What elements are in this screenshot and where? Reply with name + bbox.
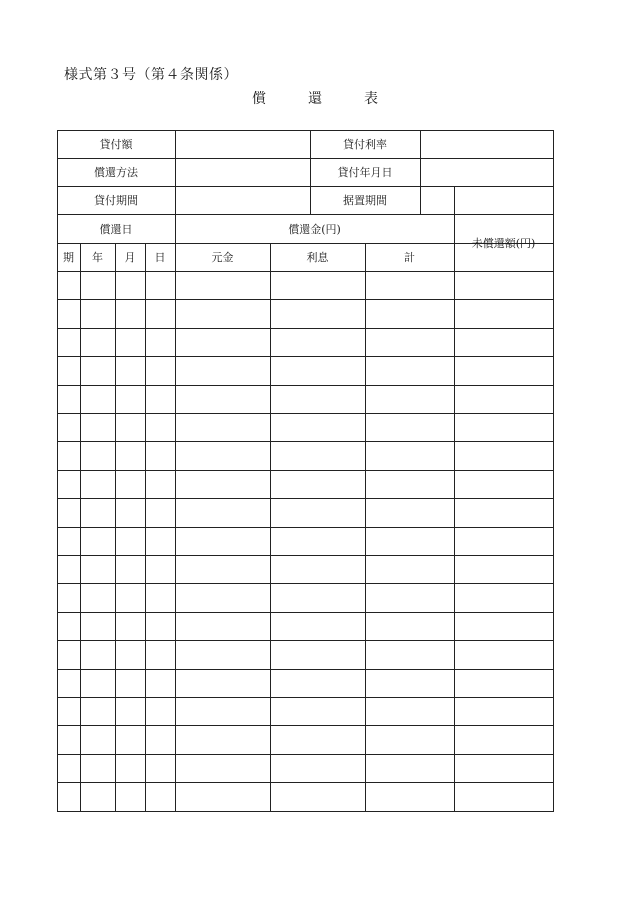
- column-day: 日: [154, 251, 166, 264]
- table-row[interactable]: [58, 670, 553, 697]
- loan-period-value[interactable]: [175, 186, 310, 214]
- table-row[interactable]: [58, 726, 553, 753]
- loan-date-value[interactable]: [420, 158, 553, 186]
- repayment-method-label: 償還方法: [94, 166, 138, 179]
- table-row[interactable]: [58, 783, 553, 810]
- table-rule: [553, 130, 554, 812]
- table-row[interactable]: [58, 584, 553, 611]
- loan-amount-label: 貸付額: [99, 138, 133, 151]
- table-row[interactable]: [58, 442, 553, 469]
- column-term: 期: [63, 251, 74, 264]
- table-row[interactable]: [58, 528, 553, 555]
- table-row[interactable]: [58, 386, 553, 413]
- table-row[interactable]: [58, 414, 553, 441]
- grace-period-label: 据置期間: [343, 194, 387, 207]
- table-row[interactable]: [58, 471, 553, 498]
- table-row[interactable]: [58, 499, 553, 526]
- column-total: 計: [404, 251, 415, 264]
- repayment-amount-header: 償還金(円): [288, 222, 341, 236]
- repayment-method-value[interactable]: [175, 158, 310, 186]
- loan-amount-value[interactable]: [175, 130, 310, 158]
- unpaid-balance-header: 未償還額(円): [471, 236, 536, 250]
- table-row[interactable]: [58, 329, 553, 356]
- loan-period-label: 貸付期間: [94, 194, 138, 207]
- table-row[interactable]: [58, 698, 553, 725]
- table-row[interactable]: [58, 755, 553, 782]
- loan-rate-label: 貸付利率: [343, 138, 387, 151]
- column-interest: 利息: [306, 251, 329, 264]
- table-row[interactable]: [58, 613, 553, 640]
- repayment-date-header: 償還日: [99, 222, 133, 236]
- table-rule: [57, 811, 554, 812]
- column-year: 年: [92, 251, 103, 264]
- form-number: 様式第３号（第４条関係）: [64, 67, 238, 83]
- document-title: 償 還 表: [252, 91, 392, 107]
- table-row[interactable]: [58, 272, 553, 299]
- column-principal: 元金: [211, 251, 234, 264]
- loan-date-label: 貸付年月日: [337, 166, 393, 179]
- loan-rate-value[interactable]: [420, 130, 553, 158]
- table-row[interactable]: [58, 357, 553, 384]
- table-row[interactable]: [58, 300, 553, 327]
- grace-period-value[interactable]: [420, 186, 454, 214]
- table-row[interactable]: [58, 556, 553, 583]
- table-row[interactable]: [58, 641, 553, 668]
- column-month: 月: [124, 251, 136, 264]
